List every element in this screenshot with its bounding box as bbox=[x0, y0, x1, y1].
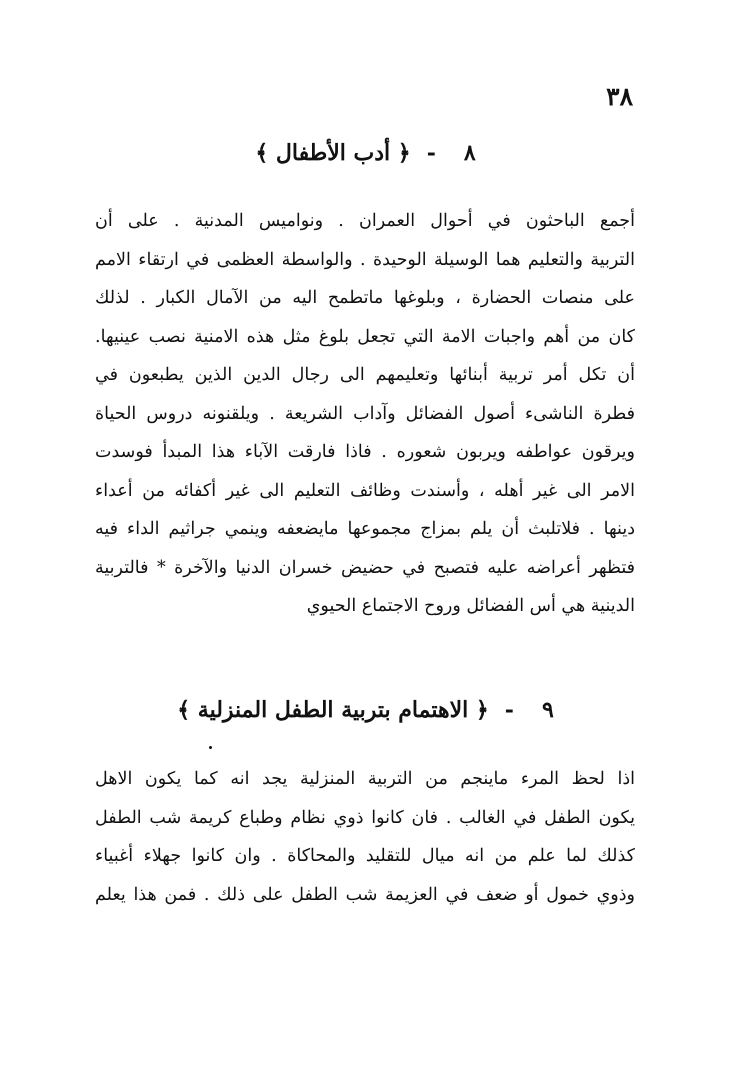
text-line: أجمع الباحثون في أحوال العمران . ونواميس المدنية . على أن bbox=[95, 211, 635, 231]
section-title: ﴿ أدب الأطفال ﴾ bbox=[255, 140, 411, 166]
text-line: أن تكل أمر تربية أبنائها وتعليمهم الى رجال الدين الذين يطبعون في bbox=[95, 365, 635, 385]
text-line: التربية والتعليم هما الوسيلة الوحيدة . والواسطة العظمى في ارتقاء الامم bbox=[95, 249, 635, 270]
text-line: يكون الطفل في الغالب . فان كانوا ذوي نظام وطباع كريمة شب الطفل bbox=[95, 807, 635, 828]
text-line: على منصات الحضارة ، وبلوغها ماتطمح اليه من الآمال الكبار . لذلك bbox=[95, 288, 635, 308]
section-number: ٩ bbox=[541, 697, 554, 723]
section-number: ٨ bbox=[463, 140, 476, 166]
text-line: فتظهر أعراضه عليه فتصبح في حضيض خسران الدنيا والآخرة * فالتربية bbox=[95, 557, 635, 578]
section-title: ﴿ الاهتمام بتربية الطفل المنزلية ﴾ bbox=[177, 697, 489, 723]
text-line: دينها . فلاتلبث أن يلم بمزاج مجموعها مايضعفه وينمي جراثيم الداء فيه bbox=[95, 519, 635, 539]
text-line: وذوي خمول أو ضعف في العزيمة شب الطفل على ذلك . فمن هذا يعلم bbox=[95, 884, 635, 905]
section-heading bbox=[0, 697, 731, 723]
text-line: اذا لحظ المرء ماينجم من التربية المنزلية يجد انه كما يكون الاهل bbox=[95, 769, 635, 789]
text-line: فطرة الناشىء أصول الفضائل وآداب الشريعة . ويلقنونه دروس الحياة bbox=[95, 403, 635, 424]
section-separator: - bbox=[504, 697, 514, 723]
ink-dot bbox=[209, 746, 212, 749]
section-body bbox=[95, 202, 635, 626]
text-line: الدينية هي أس الفضائل وروح الاجتماع الحيوي bbox=[306, 596, 635, 616]
section-heading bbox=[0, 140, 731, 166]
text-line: كان من أهم واجبات الامة التي تجعل بلوغ مثل هذه الامنية نصب عينيها. bbox=[95, 326, 635, 347]
text-line: الامر الى غير أهله ، وأسندت وظائف التعليم الى غير أكفائه من أعداء bbox=[95, 480, 635, 501]
section-separator: - bbox=[426, 140, 436, 166]
section-body bbox=[95, 760, 635, 914]
text-line: ويرقون عواطفه ويربون شعوره . فاذا فارقت الآباء هذا المبدأ فوسدت bbox=[95, 442, 635, 462]
text-line: كذلك لما علم من انه ميال للتقليد والمحاكاة . وان كانوا جهلاء أغبياء bbox=[95, 846, 635, 866]
page-number: ٣٨ bbox=[606, 82, 633, 111]
